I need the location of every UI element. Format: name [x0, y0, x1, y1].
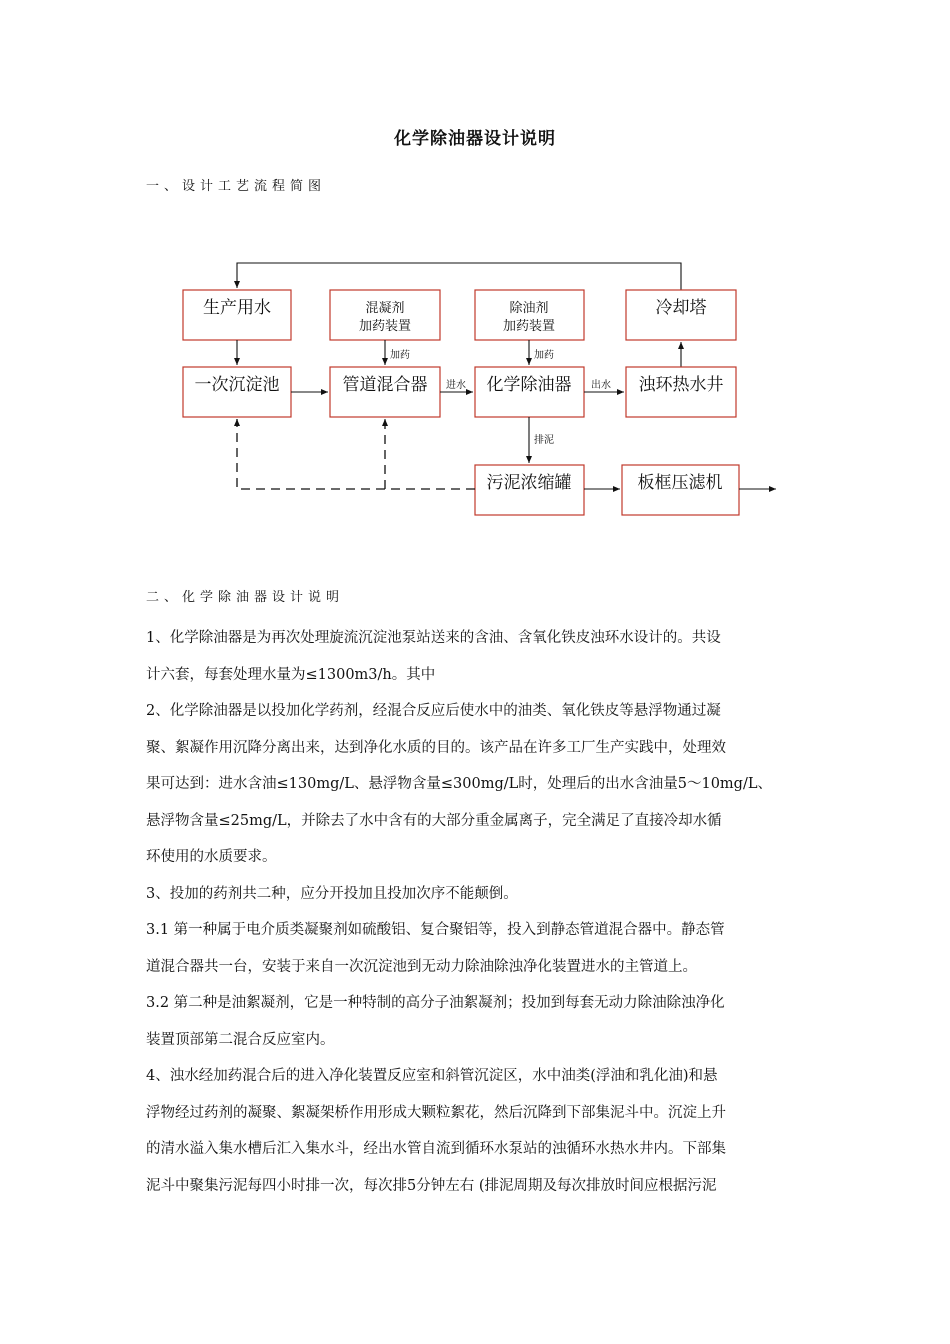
- water-in-label: 进水: [446, 380, 466, 391]
- process-flow-diagram: [0, 0, 950, 560]
- text-line: 悬浮物含量≤25mg/L，并除去了水中含有的大部分重金属离子，完全满足了直接冷却水循: [146, 812, 722, 829]
- dosing-label-2: 加药: [534, 350, 554, 361]
- sludge-tank-label: 污泥浓缩罐: [486, 473, 572, 493]
- dashed-return-line: [237, 419, 475, 489]
- coagulant-dosing-label-1: 混凝剂: [365, 301, 405, 316]
- filter-press-label: 板框压滤机: [637, 473, 723, 493]
- section-heading-flowchart: 一、设计工艺流程简图: [146, 179, 327, 194]
- text-line: 3.2 第二种是油絮凝剂，它是一种特制的高分子油絮凝剂；投加到每套无动力除油除浊净化: [146, 995, 725, 1011]
- section-heading-description: 二、化学除油器设计说明: [146, 590, 345, 605]
- text-line: 泥斗中聚集污泥每四小时排一次，每次排5分钟左右 (排泥周期及每次排放时间应根据污泥: [146, 1177, 717, 1194]
- text-line: 的清水溢入集水槽后汇入集水斗，经出水管自流到循环水泵站的浊循环水热水井内。下部集: [146, 1141, 726, 1157]
- text-line: 2、化学除油器是以投加化学药剂，经混合反应后使水中的油类、氧化铁皮等悬浮物通过凝: [146, 703, 721, 719]
- hot-well-label: 浊环热水井: [638, 375, 724, 395]
- deoiler-agent-label-2: 加药装置: [502, 319, 556, 334]
- dosing-label-1: 加药: [390, 350, 410, 361]
- text-line: 3、投加的药剂共二种，应分开投加且投加次序不能颠倒。: [146, 885, 518, 902]
- description-body: [146, 620, 808, 1204]
- pipe-mixer-label: 管道混合器: [342, 375, 428, 395]
- text-line: 3.1 第一种属于电介质类凝聚剂如硫酸铝、复合聚铝等，投入到静态管道混合器中。静态管: [146, 922, 725, 938]
- text-line: 聚、絮凝作用沉降分离出来，达到净化水质的目的。该产品在许多工厂生产实践中，处理效: [146, 739, 726, 756]
- deoiler-agent-label-1: 除油剂: [509, 301, 549, 316]
- production-water-label: 生产用水: [203, 298, 271, 318]
- text-line: 1、化学除油器是为再次处理旋流沉淀池泵站送来的含油、含氧化铁皮浊环水设计的。共设: [146, 630, 721, 646]
- text-line: 4、浊水经加药混合后的进入净化装置反应室和斜管沉淀区，水中油类(浮油和乳化油)和悬: [146, 1068, 718, 1084]
- text-line: 计六套，每套处理水量为≤1300m3/h。其中: [146, 666, 436, 683]
- sludge-discharge-label: 排泥: [534, 435, 554, 446]
- text-line: 果可达到：进水含油≤130mg/L、悬浮物含量≤300mg/L时，处理后的出水含油量5～10mg/L、: [146, 776, 772, 792]
- chemical-deoiler-label: 化学除油器: [486, 375, 572, 395]
- water-out-label: 出水: [591, 380, 611, 391]
- text-line: 浮物经过药剂的凝聚、絮凝架桥作用形成大颗粒絮花，然后沉降到下部集泥斗中。沉淀上升: [146, 1104, 726, 1121]
- text-line: 装置顶部第二混合反应室内。: [146, 1031, 335, 1048]
- cooling-tower-label: 冷却塔: [655, 298, 707, 318]
- primary-tank-label: 一次沉淀池: [194, 375, 280, 395]
- text-line: 道混合器共一台，安装于来自一次沉淀池到无动力除油除浊净化装置进水的主管道上。: [146, 958, 697, 975]
- coagulant-dosing-label-2: 加药装置: [358, 319, 412, 334]
- text-line: 环使用的水质要求。: [146, 849, 277, 865]
- return-line: [237, 263, 681, 290]
- document-title: 化学除油器设计说明: [394, 129, 556, 149]
